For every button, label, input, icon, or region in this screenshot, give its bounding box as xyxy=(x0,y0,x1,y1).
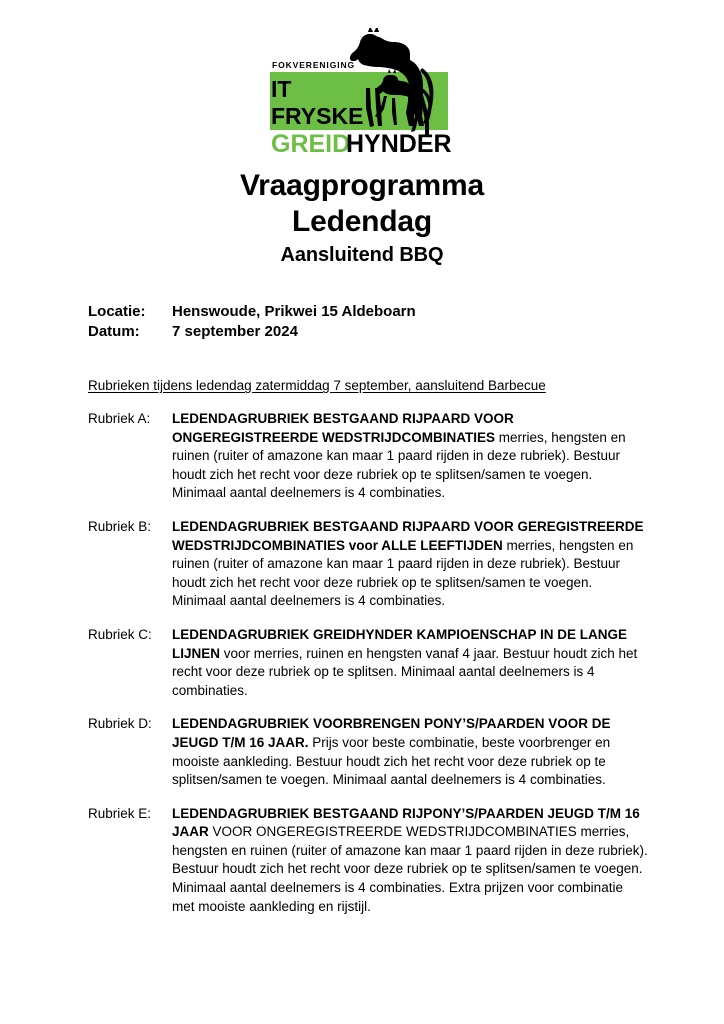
rubriek-item-c xyxy=(88,626,648,700)
rubriek-body-c xyxy=(172,626,648,700)
rubriek-item-b xyxy=(88,518,648,611)
rubriek-body-a xyxy=(172,410,648,503)
rubriek-list xyxy=(88,410,648,931)
rubriek-body-d xyxy=(172,715,648,789)
section-intro: Rubrieken tijdens ledendag zatermiddag 7 september, aansluitend Barbecue xyxy=(88,378,546,393)
page-subtitle-secondary: Aansluitend BBQ xyxy=(280,244,444,266)
rubriek-title-a: LEDENDAGRUBRIEK BESTGAAND RIJPAARD VOOR ONGEREGISTREERDE WEDSTRIJDCOMBINATIES xyxy=(172,411,514,445)
logo-graphic xyxy=(262,28,462,158)
rubriek-label-e: Rubriek E: xyxy=(88,805,152,821)
rubriek-title-d: LEDENDAGRUBRIEK VOORBRENGEN PONY’S/PAARDEN VOOR DE JEUGD T/M 16 JAAR. xyxy=(172,716,611,750)
rubriek-text-b: merries, hengsten en ruinen (ruiter of amazone kan maar 1 paard rijden in deze rubriek). Bestuur houdt zich het recht voor deze rubriek op te splitsen/samen te voegen. Minimaal aantal deelnemers is 4 combinaties. xyxy=(172,537,634,609)
rubriek-text-a: merries, hengsten en ruinen (ruiter of amazone kan maar 1 paard rijden in deze rubriek). Bestuur houdt zich het recht voor deze rubriek op te splitsen/samen te voegen. Minimaal aantal deelnemers is 4 combinaties. xyxy=(172,429,626,501)
logo-line-greid: GREID xyxy=(271,130,351,158)
rubriek-label-b: Rubriek B: xyxy=(88,518,152,534)
rubriek-text-c: voor merries, ruinen en hengsten vanaf 4 jaar. Bestuur houdt zich het recht voor deze rubriek op te splitsen. Minimaal aantal deelnemers is 4 combinaties. xyxy=(172,645,638,698)
foal-ear-left xyxy=(388,69,391,73)
rubriek-body-e xyxy=(172,805,648,917)
rubriek-label-a: Rubriek A: xyxy=(88,411,151,426)
rubriek-title-c: LEDENDAGRUBRIEK GREIDHYNDER KAMPIOENSCHAP IN DE LANGE LIJNEN xyxy=(172,626,628,661)
logo-line-it: IT xyxy=(271,76,292,102)
mare-ear-right xyxy=(374,28,379,32)
location-label: Locatie: xyxy=(88,303,146,320)
logo-line-fryske: FRYSKE xyxy=(271,103,364,129)
meta-row-location xyxy=(88,302,648,322)
event-meta xyxy=(88,302,648,342)
rubriek-title-e: LEDENDAGRUBRIEK BESTGAAND RIJPONY’S/PAARDEN JEUGD T/M 16 JAAR xyxy=(172,805,640,840)
rubriek-text-e: VOOR ONGEREGISTREERDE WEDSTRIJDCOMBINATIES merries, hengsten en ruinen (ruiter of amazone kan maar 1 paard rijden in deze rubriek). Bestuur houdt zich het recht voor deze rubriek op te splitsen/samen te voegen. Minimaal aantal deelnemers is 4 combinaties. Extra prijzen voor combinatie met mooiste aankleding en rijstijl. xyxy=(172,824,648,914)
rubriek-body-b xyxy=(172,518,648,611)
rubriek-item-a xyxy=(88,410,648,503)
date-label: Datum: xyxy=(88,323,140,340)
logo-tagline: FOKVERENIGING xyxy=(272,60,356,70)
page-subtitle: Ledendag xyxy=(291,205,433,238)
page-title-block xyxy=(0,168,724,270)
meta-row-date xyxy=(88,322,648,342)
organization-logo xyxy=(262,28,462,158)
rubriek-label-c: Rubriek C: xyxy=(88,626,152,642)
rubriek-label-d: Rubriek D: xyxy=(88,716,152,732)
logo-line-hynder: HYNDER xyxy=(346,130,452,158)
location-value: Henswoude, Prikwei 15 Aldeboarn xyxy=(172,303,416,320)
mare-ear-left xyxy=(368,28,373,32)
date-value: 7 september 2024 xyxy=(172,323,298,340)
rubriek-item-e xyxy=(88,805,648,917)
rubriek-text-d: Prijs voor beste combinatie, beste voorbrenger en mooiste aankleding. Bestuur houdt zich het recht voor deze rubriek op te splitsen/samen te voegen. Minimaal aantal deelnemers is 4 combinaties. xyxy=(172,734,611,788)
rubriek-item-d xyxy=(88,715,648,789)
rubriek-title-b: LEDENDAGRUBRIEK BESTGAAND RIJPAARD VOOR GEREGISTREERDE WEDSTRIJDCOMBINATIES voor ALLE LEEFTIJDEN xyxy=(172,518,644,553)
page-title: Vraagprogramma xyxy=(240,169,484,202)
